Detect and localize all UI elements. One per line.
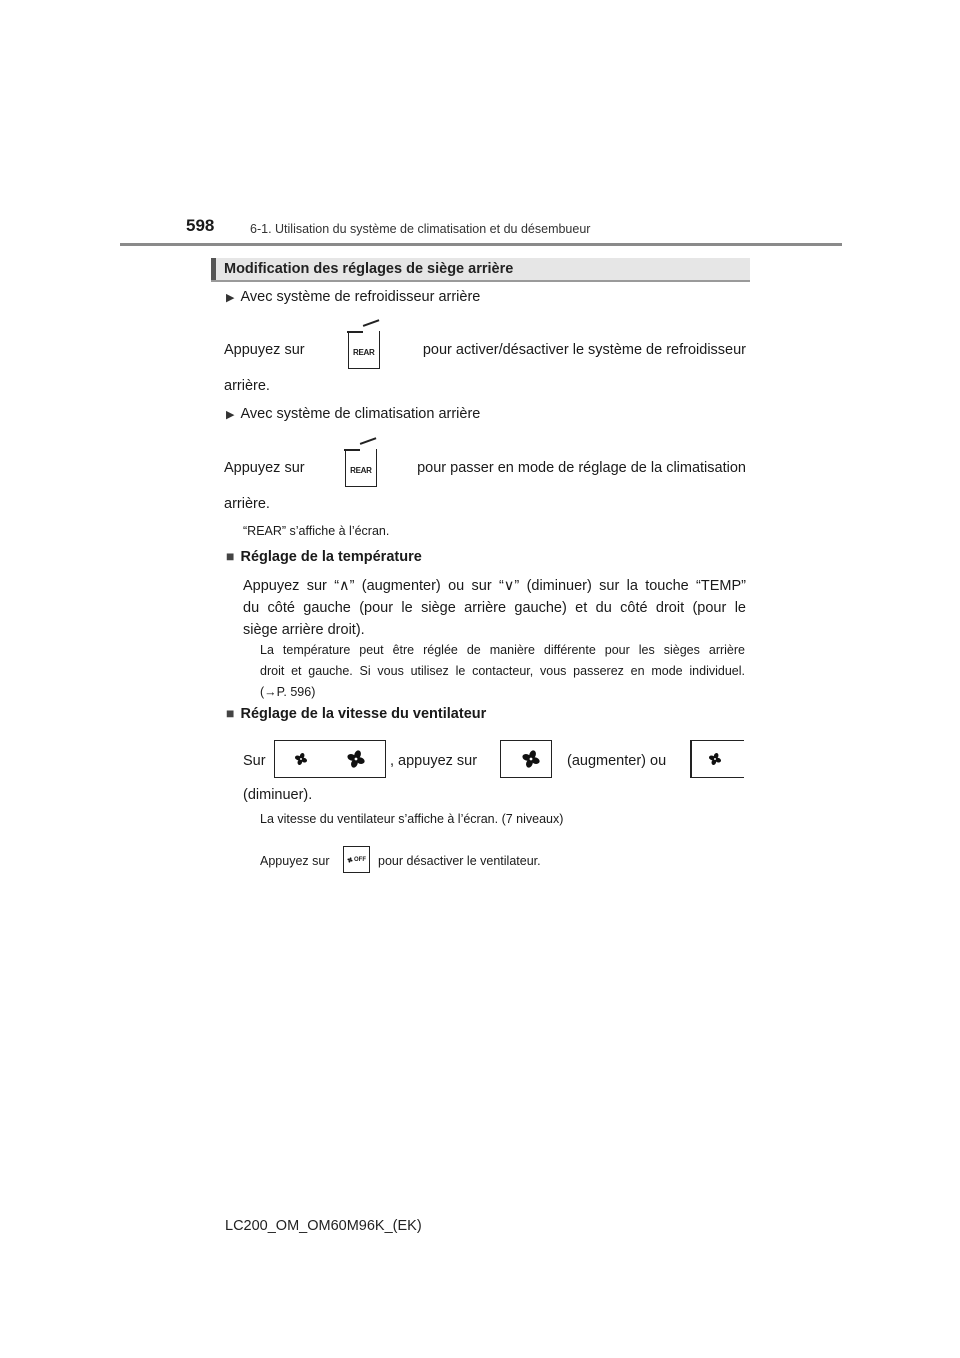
triangle-bullet-icon: ▶ xyxy=(226,292,235,304)
climate-instruction: Appuyez sur REAR pour passer en mode de réglage de la climatisation xyxy=(224,448,746,488)
climate-heading: ▶ Avec système de climatisation arrière xyxy=(226,406,481,422)
temperature-heading: ■ Réglage de la température xyxy=(226,548,422,565)
fan-word-appuyez: , appuyez sur xyxy=(390,753,478,769)
cooler-continuation: arrière. xyxy=(224,378,270,394)
climate-note: “REAR” s’affiche à l’écran. xyxy=(243,524,390,538)
section-accent xyxy=(211,258,216,280)
square-bullet-icon: ■ xyxy=(226,705,235,721)
square-bullet-icon: ■ xyxy=(226,548,235,564)
fan-small-icon xyxy=(708,752,722,766)
fan-off-before: Appuyez sur xyxy=(260,854,330,868)
triangle-bullet-icon: ▶ xyxy=(226,409,235,421)
fan-off-after: pour désactiver le ventilateur. xyxy=(378,854,541,868)
fan-heading: ■ Réglage de la vitesse du ventilateur xyxy=(226,705,487,722)
cooler-instruction: Appuyez sur REAR pour activer/désactiver le système de refroidisseur xyxy=(224,330,746,370)
chapter-title: 6-1. Utilisation du système de climatisation et du désembueur xyxy=(250,222,591,236)
fan-small-icon xyxy=(347,857,353,863)
climate-continuation: arrière. xyxy=(224,496,270,512)
page-number: 598 xyxy=(186,216,215,235)
fan-decrease-button xyxy=(690,740,744,778)
fan-large-icon xyxy=(521,749,541,769)
temperature-line-1: Appuyez sur “∧” (augmenter) ou sur “∨” (diminuer) sur la touche “TEMP” xyxy=(243,578,746,594)
header-divider xyxy=(120,243,842,246)
section-title: Modification des réglages de siège arrière xyxy=(224,261,514,277)
fan-off-button: OFF xyxy=(343,846,370,873)
fan-note: La vitesse du ventilateur s’affiche à l’écran. (7 niveaux) xyxy=(260,812,564,826)
fan-continuation: (diminuer). xyxy=(243,787,313,803)
fan-speed-button xyxy=(274,740,386,778)
temperature-line-2: du côté gauche (pour le siège arrière gauche) et du côté droit (pour le xyxy=(243,600,746,616)
rear-button: REAR xyxy=(348,331,380,369)
model-code: LC200_OM_OM60M96K_(EK) xyxy=(225,1218,422,1234)
fan-word-sur: Sur xyxy=(243,753,266,769)
fan-increase-button xyxy=(500,740,552,778)
fan-decrease-button-edge xyxy=(690,740,692,778)
temperature-line-3: siège arrière droit). xyxy=(243,622,365,638)
cooler-heading: ▶ Avec système de refroidisseur arrière xyxy=(226,289,481,305)
fan-small-icon xyxy=(294,752,308,766)
section-header xyxy=(211,258,750,282)
temperature-note-line-3: (→P. 596) xyxy=(260,685,316,699)
fan-large-icon xyxy=(346,749,366,769)
rear-button: REAR xyxy=(345,449,377,487)
temperature-note-line-2: droit et gauche. Si vous utilisez le contacteur, vous passerez en mode individuel. xyxy=(260,664,745,678)
temperature-note-line-1: La température peut être réglée de manière différente pour les sièges arrière xyxy=(260,643,745,657)
fan-word-augmenter: (augmenter) ou xyxy=(567,753,667,769)
